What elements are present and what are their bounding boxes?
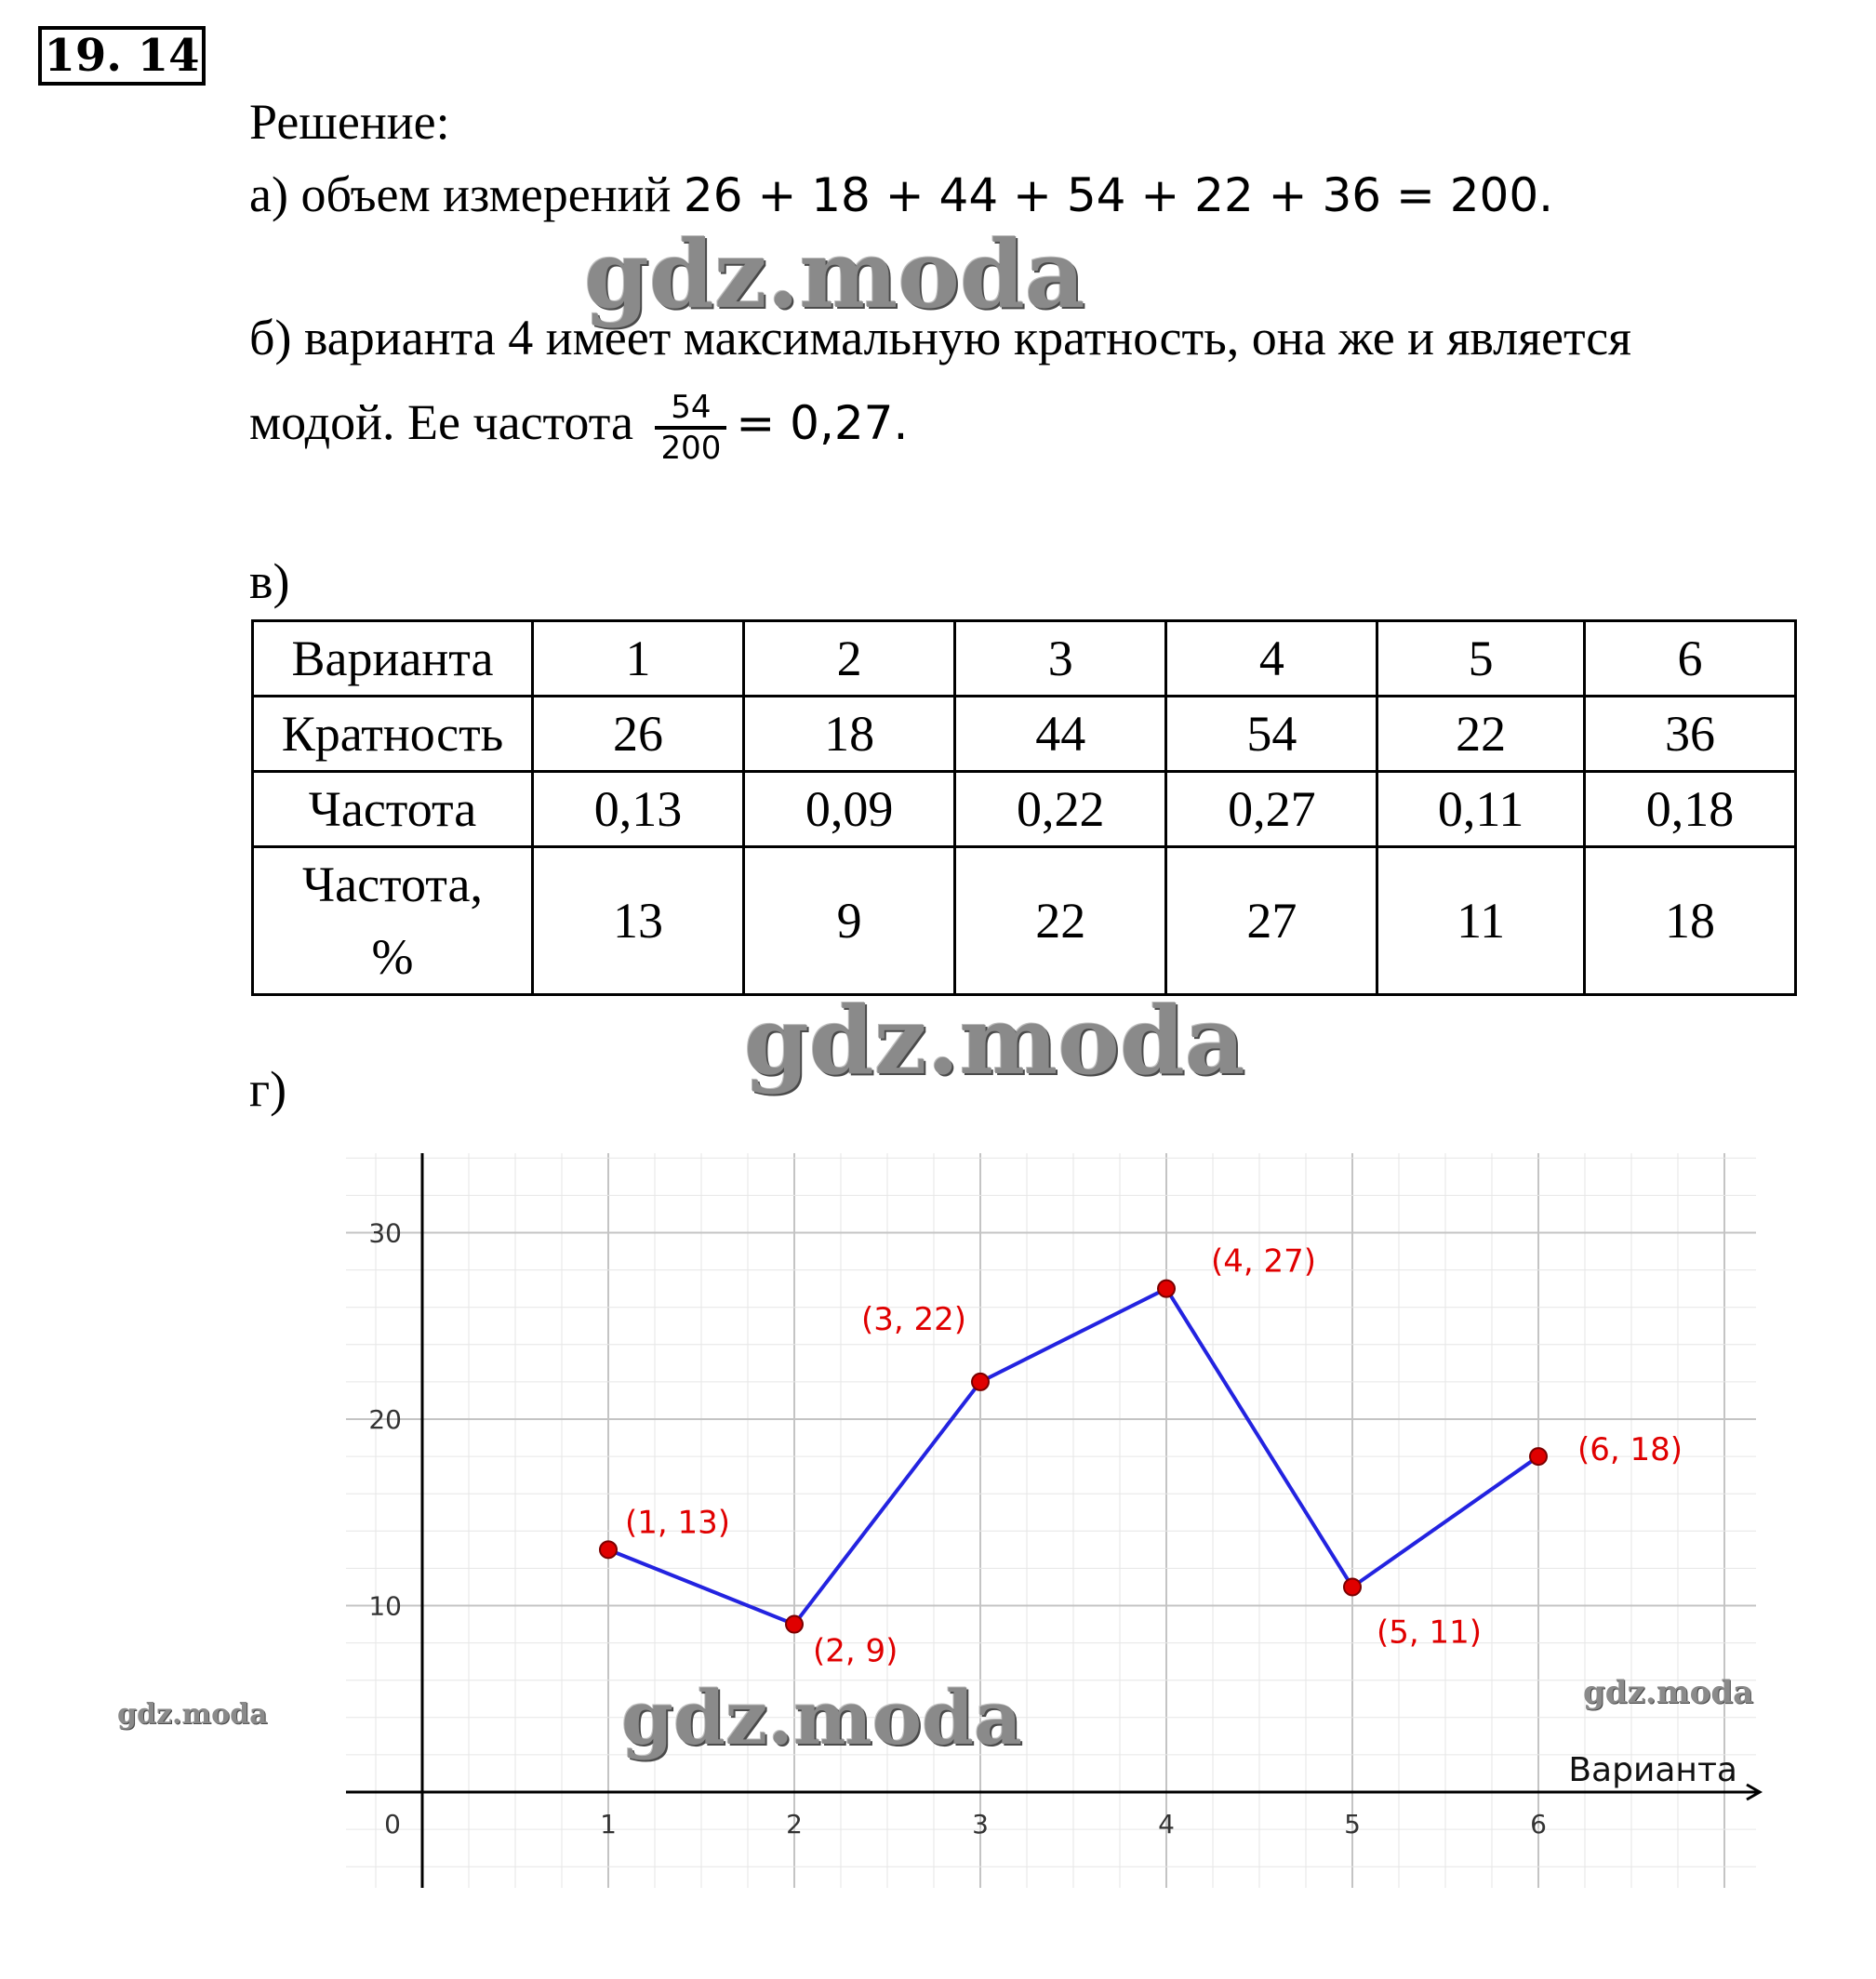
solution-label: Решение: (249, 94, 450, 150)
fraction-numerator: 54 (655, 389, 726, 430)
part-v-label: в) (249, 553, 290, 609)
table-cell: 27 (1166, 847, 1377, 995)
part-b-prefix: модой. Ее частота (249, 394, 646, 450)
table-cell: Частота (253, 772, 533, 847)
x-tick-label: 6 (1530, 1809, 1547, 1840)
table-cell: 5 (1377, 621, 1584, 697)
table-cell: 4 (1166, 621, 1377, 697)
part-b-line1: б) варианта 4 имеет максимальную кратность, она же и является (249, 310, 1632, 365)
part-g-label: г) (249, 1061, 287, 1117)
table-cell: Частота, % (253, 847, 533, 995)
y-tick-label: 30 (368, 1217, 402, 1249)
table-cell: 0,09 (744, 772, 955, 847)
part-a-expression: 26 + 18 + 44 + 54 + 22 + 36 = 200. (683, 168, 1554, 222)
table-cell: 36 (1584, 697, 1795, 772)
part-a-prefix: а) объем измерений (249, 166, 684, 222)
watermark: gdz.moda (117, 1698, 268, 1731)
data-label: (5, 11) (1377, 1614, 1483, 1652)
data-point (1158, 1281, 1175, 1297)
x-tick-label: 3 (972, 1809, 989, 1840)
table-cell: 1 (533, 621, 744, 697)
x-tick-label: 1 (600, 1809, 617, 1840)
table-cell: 3 (955, 621, 1166, 697)
fraction-denominator: 200 (660, 429, 722, 467)
watermark: gdz.moda (584, 219, 1085, 329)
y-tick-label: 20 (368, 1404, 402, 1435)
data-label: (6, 18) (1577, 1431, 1683, 1469)
watermark: gdz.moda (744, 986, 1245, 1096)
data-label: (1, 13) (625, 1504, 731, 1542)
part-b-suffix: = 0,27. (736, 396, 909, 450)
watermark: gdz.moda (1583, 1674, 1754, 1711)
table-cell: 54 (1166, 697, 1377, 772)
table-cell: 18 (1584, 847, 1795, 995)
table-cell: 44 (955, 697, 1166, 772)
data-point (786, 1616, 803, 1633)
table-cell: 13 (533, 847, 744, 995)
data-point (1530, 1448, 1547, 1465)
table-cell: 11 (1377, 847, 1584, 995)
table-cell: Варианта (253, 621, 533, 697)
data-label: (4, 27) (1211, 1242, 1317, 1281)
data-label: (3, 22) (861, 1300, 967, 1338)
table-cell: 26 (533, 697, 744, 772)
x-tick-label: 5 (1344, 1809, 1361, 1840)
x-axis-title: Варианта (1568, 1751, 1737, 1789)
table-cell: 22 (1377, 697, 1584, 772)
data-point (972, 1374, 989, 1390)
table-cell: 18 (744, 697, 955, 772)
x-tick-label: 2 (786, 1809, 803, 1840)
table-cell: 0,13 (533, 772, 744, 847)
data-point (600, 1541, 617, 1558)
x-tick-label: 4 (1158, 1809, 1175, 1840)
data-point (1344, 1578, 1361, 1595)
table-cell: Кратность (253, 697, 533, 772)
x-tick-label: 0 (384, 1809, 401, 1840)
table-cell: 6 (1584, 621, 1795, 697)
table-cell: 0,22 (955, 772, 1166, 847)
table-cell: 0,18 (1584, 772, 1795, 847)
table-cell: 0,27 (1166, 772, 1377, 847)
table-cell: 22 (955, 847, 1166, 995)
table-cell: 9 (744, 847, 955, 995)
y-tick-label: 10 (368, 1590, 402, 1622)
table-cell: 2 (744, 621, 955, 697)
table-cell: 0,11 (1377, 772, 1584, 847)
data-label: (2, 9) (813, 1632, 898, 1670)
problem-number-badge: 19. 14 (38, 26, 206, 86)
watermark: gdz.moda (621, 1674, 1022, 1761)
